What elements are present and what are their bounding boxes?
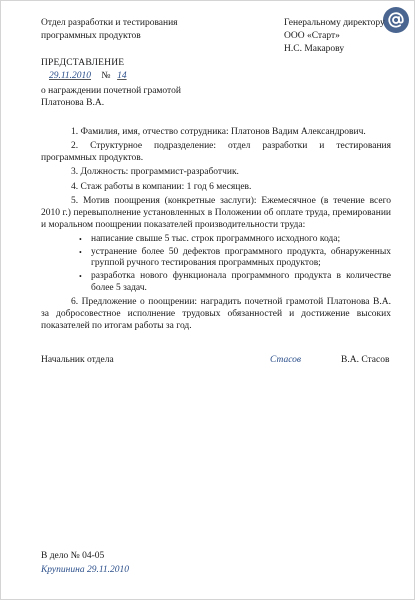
sender-department	[41, 17, 178, 43]
signer-name: В.А. Стасов	[341, 355, 390, 365]
body-paragraph: 2. Структурное подразделение: отдел разработки и тестирования программных продуктов.	[41, 141, 391, 164]
document-type: ПРЕДСТАВЛЕНИЕ	[41, 58, 125, 68]
filing-note: В дело № 04-05	[41, 551, 105, 561]
body-paragraph: 4. Стаж работы в компании: 1 год 6 месяцев.	[71, 181, 252, 192]
document-body	[41, 127, 391, 335]
bullet-icon: •	[79, 272, 82, 282]
bullet-icon: •	[79, 247, 82, 257]
date-number-line	[41, 70, 131, 82]
body-paragraph: 5. Мотив поощрения (конкретные заслуги): Ежемесячное (в течение всего 2010 г.) перевыполнение установленных в Положении об оплате труда, премировании и моральном поощрении показателей производительности труда:	[41, 195, 391, 230]
body-paragraph: 3. Должность: программист-разработчик.	[71, 167, 239, 178]
document-number: 14	[117, 71, 127, 81]
merits-list	[41, 234, 391, 295]
list-item-text: устранение более 50 дефектов программного продукта, обнаруженных группой ручного тестирования программных продуктов;	[91, 246, 391, 269]
sender-line: Отдел разработки и тестирования	[41, 18, 178, 28]
body-paragraph: 1. Фамилия, имя, отчество сотрудника: Платонов Вадим Александрович.	[71, 127, 366, 137]
list-item	[41, 247, 391, 271]
filing-block	[41, 549, 129, 577]
document-subject	[41, 85, 181, 109]
handwritten-signature: Стасов	[270, 355, 302, 365]
signer-title: Начальник отдела	[41, 355, 114, 365]
list-item-text: разработка нового функционала программного продукта в количестве более 5 задач.	[91, 271, 391, 294]
signature-block	[41, 355, 393, 369]
at-sign-icon[interactable]	[383, 7, 409, 33]
list-item	[41, 271, 391, 295]
recipient-line: Н.С. Макарову	[284, 44, 345, 54]
bullet-icon: •	[79, 234, 82, 244]
list-item	[41, 234, 391, 246]
recipient-line: Генеральному директору	[284, 18, 385, 28]
number-sign: №	[101, 71, 111, 81]
subject-line: Платонова В.А.	[41, 98, 105, 108]
recipient-block	[284, 17, 385, 56]
document-date: 29.11.2010	[48, 71, 92, 81]
body-paragraph: 6. Предложение о поощрении: наградить почетной грамотой Платонова В.А. за добросовестное исполнение трудовых обязанностей и достижение высоких показателей по итогам работы за год.	[41, 297, 391, 331]
list-item-text: написание свыше 5 тыс. строк программного исходного кода;	[91, 233, 341, 244]
sender-line: программных продуктов	[41, 31, 141, 41]
recipient-line: ООО «Старт»	[284, 31, 340, 41]
filing-handwritten: Крупинина 29.11.2010	[41, 565, 129, 575]
subject-line: о награждении почетной грамотой	[41, 86, 181, 96]
